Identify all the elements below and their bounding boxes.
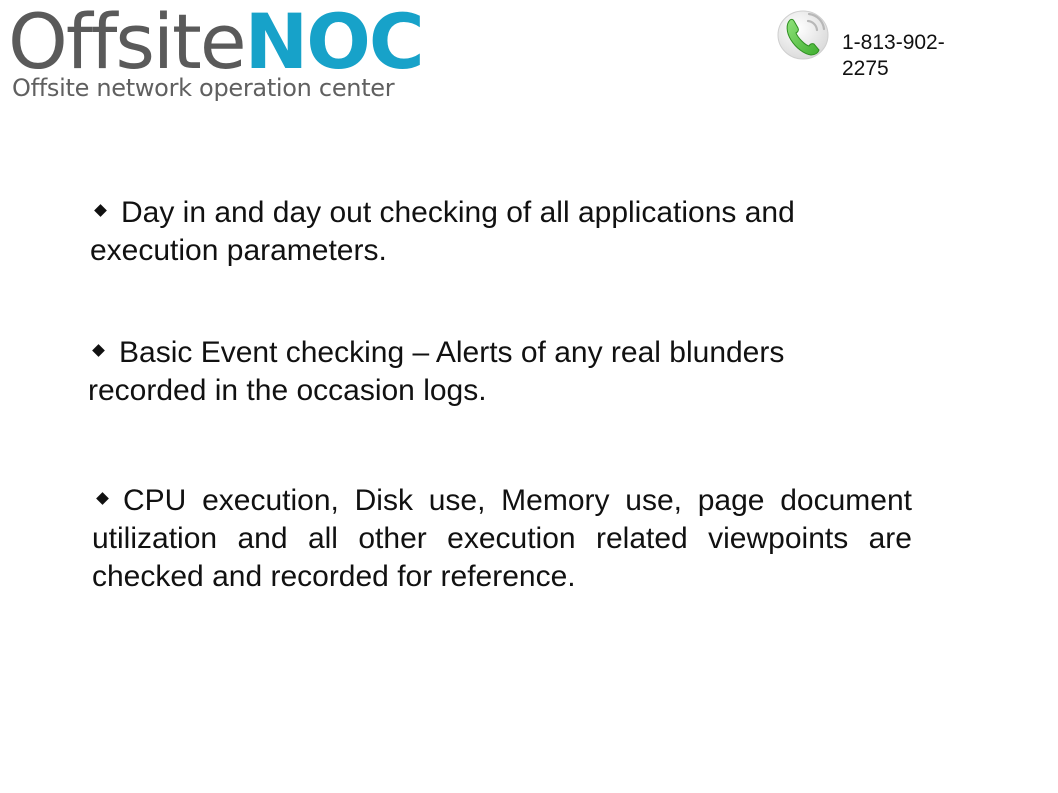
logo-offsite-text: Offsite bbox=[8, 0, 245, 86]
bullet-text: Day in and day out checking of all applications and execution parameters. bbox=[90, 196, 795, 267]
bullet-text: CPU execution, Disk use, Memory use, page document utilization and all other execution related viewpoints are checked and recorded for reference. bbox=[92, 484, 912, 593]
diamond-bullet-icon bbox=[92, 344, 105, 357]
diamond-bullet-icon bbox=[96, 492, 109, 505]
bullet-text: Basic Event checking – Alerts of any real blunders recorded in the occasion logs. bbox=[88, 336, 785, 407]
logo-tagline: Offsite network operation center bbox=[12, 74, 395, 102]
offsitenoc-logo bbox=[8, 0, 423, 110]
phone-number: 1-813-902-2275 bbox=[842, 31, 945, 80]
phone-icon-graphic bbox=[776, 8, 834, 64]
diamond-bullet-icon bbox=[94, 204, 107, 217]
phone-icon bbox=[776, 8, 834, 64]
logo-wordmark bbox=[8, 0, 423, 86]
bullet-item bbox=[92, 482, 912, 596]
bullet-item bbox=[90, 194, 920, 270]
bullet-item bbox=[88, 334, 908, 410]
logo-noc-text: NOC bbox=[244, 0, 423, 86]
